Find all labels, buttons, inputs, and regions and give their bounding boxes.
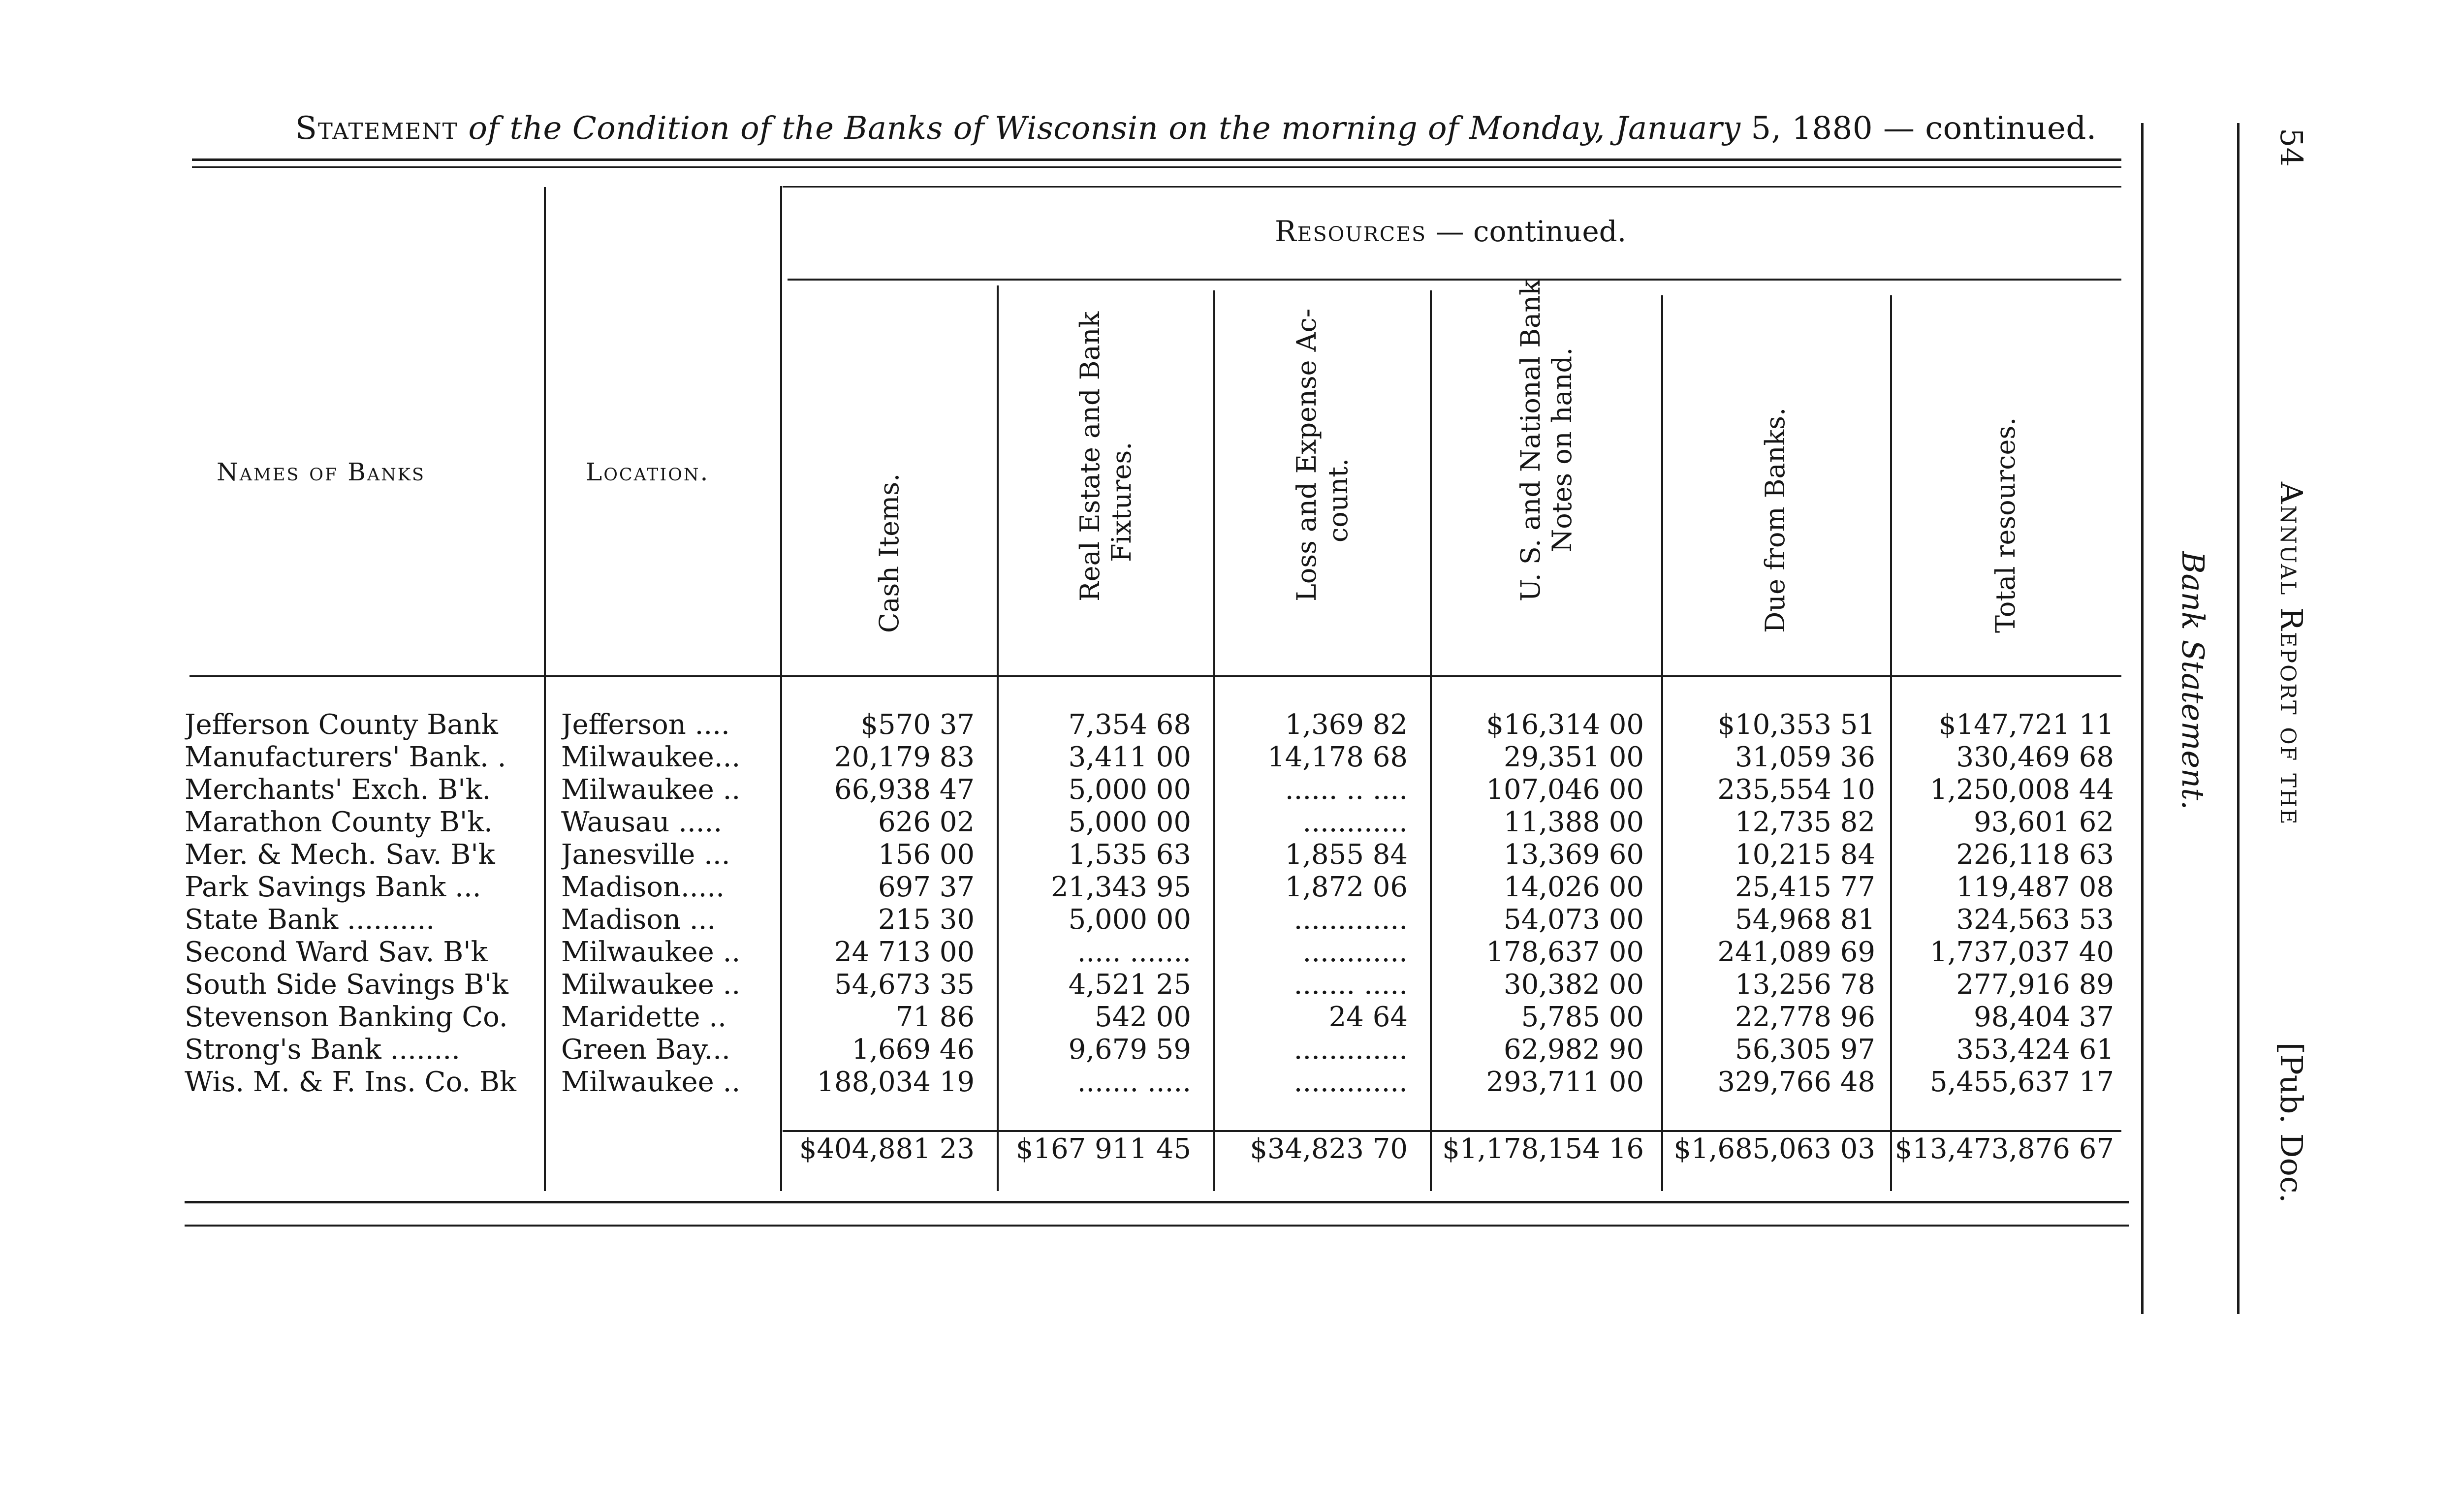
cell-loss: 1,872 06 [1285,871,1408,903]
names-header: Names of Banks [217,458,425,486]
col-header-line: Notes on hand. [1546,347,1578,552]
table-row [0,1001,2136,1034]
cell-name: State Bank .......... [185,904,435,936]
section-head [2156,551,2215,945]
margin-rule-2 [2237,123,2240,1314]
table-row [0,1034,2136,1066]
col-header-notes-text [1515,279,1578,601]
report-tail: [Pub. Doc. [2273,1042,2309,1203]
cell-cash: 1,669 46 [852,1034,975,1066]
cell-cash: 71 86 [895,1001,975,1033]
table-row [0,839,2136,871]
col-header-loss [1224,285,1421,679]
title-italic: of the Condition of the Banks of Wisconsin on the morning of Monday, January [458,110,1741,147]
cell-name: South Side Savings B'k [185,969,508,1001]
cell-due: 13,256 78 [1735,969,1875,1001]
cell-loss: ....... ..... [1294,969,1408,1001]
cell-location: Milwaukee .. [561,936,741,968]
cell-loss: ............. [1294,1034,1408,1066]
resources-lead: Resources [1275,215,1427,248]
resources-tail: — continued. [1426,215,1627,248]
cell-real-estate: ..... ....... [1077,936,1191,968]
col-header-real-estate [1008,285,1204,679]
cell-name: Marathon County B'k. [185,806,493,838]
cell-notes: 62,982 90 [1503,1034,1644,1066]
cell-cash: 66,938 47 [834,774,975,806]
cell-name: Mer. & Mech. Sav. B'k [185,839,495,871]
col-header-line: Total resources. [1990,417,2021,633]
title-lead: Statement [295,110,458,147]
table-row [0,904,2136,936]
cell-due: 22,778 96 [1735,1001,1875,1033]
col-header-loss-text [1291,309,1354,601]
cell-name: Stevenson Banking Co. [185,1001,508,1033]
cell-total: 330,469 68 [1956,741,2114,773]
cell-real-estate: 4,521 25 [1068,969,1191,1001]
cell-total: 353,424 61 [1956,1034,2114,1066]
cell-cash: 626 02 [878,806,975,838]
total-loss: $34,823 70 [1250,1133,1408,1165]
col-header-due-text [1760,408,1791,633]
resources-header [1275,215,1626,248]
cell-name: Park Savings Bank ... [185,871,481,903]
col-header-due [1677,285,1874,679]
cell-location: Milwaukee... [561,741,741,773]
cell-notes: 107,046 00 [1486,774,1644,806]
cell-loss: 24 64 [1328,1001,1408,1033]
cell-notes: 30,382 00 [1503,969,1644,1001]
cell-total: 1,737,037 40 [1929,936,2114,968]
cell-total: $147,721 11 [1938,709,2114,741]
total-due: $1,685,063 03 [1673,1133,1875,1165]
cell-due: 12,735 82 [1735,806,1875,838]
cell-location: Madison..... [561,871,725,903]
table-row [0,871,2136,904]
col-header-line: U. S. and National Bank [1515,279,1546,601]
cell-location: Milwaukee .. [561,969,741,1001]
col-header-line: Fixtures. [1106,441,1137,562]
cell-real-estate: ....... ..... [1077,1066,1191,1098]
cell-real-estate: 1,535 63 [1068,839,1191,871]
total-notes: $1,178,154 16 [1442,1133,1644,1165]
col-header-total-text [1990,417,2021,633]
cell-total: 277,916 89 [1956,969,2114,1001]
title-tail: 5, 1880 — continued. [1740,110,2097,147]
cell-total: 98,404 37 [1973,1001,2114,1033]
cell-real-estate: 5,000 00 [1068,806,1191,838]
margin-rule-1 [2141,123,2144,1314]
total-total: $13,473,876 67 [1894,1133,2114,1165]
cell-notes: 11,388 00 [1503,806,1644,838]
cell-name: Strong's Bank ........ [185,1034,460,1066]
table-row [0,741,2136,774]
cell-loss: 1,369 82 [1285,709,1408,741]
cell-name: Jefferson County Bank [185,709,498,741]
cell-loss: 1,855 84 [1285,839,1408,871]
total-real-estate: $167 911 45 [1015,1133,1191,1165]
cell-loss: 14,178 68 [1267,741,1408,773]
resources-rule [788,279,2121,281]
cell-location: Milwaukee .. [561,1066,741,1098]
col-header-cash-text [874,473,905,633]
cell-location: Jefferson .... [561,709,730,741]
cell-cash: 188,034 19 [817,1066,975,1098]
page-title [295,110,2097,147]
cell-real-estate: 5,000 00 [1068,904,1191,936]
table-row [0,806,2136,839]
cell-location: Maridette .. [561,1001,726,1033]
running-head [2249,128,2308,1358]
totals-row [0,1132,2136,1166]
cell-location: Madison ... [561,904,716,936]
cell-cash: $570 37 [860,709,975,741]
col-header-line: Cash Items. [874,473,905,633]
cell-due: $10,353 51 [1717,709,1875,741]
cell-real-estate: 9,679 59 [1068,1034,1191,1066]
col-header-total [1907,285,2104,679]
cell-total: 93,601 62 [1973,806,2114,838]
resources-rule-top [783,186,2121,188]
cell-notes: 293,711 00 [1486,1066,1644,1098]
col-header-real-estate-text [1074,312,1137,601]
top-rule-1 [192,158,2121,161]
cell-loss: ............. [1294,1066,1408,1098]
cell-real-estate: 21,343 95 [1050,871,1191,903]
cell-notes: 29,351 00 [1503,741,1644,773]
cell-loss: ............. [1294,904,1408,936]
cell-real-estate: 542 00 [1095,1001,1191,1033]
cell-due: 54,968 81 [1735,904,1875,936]
running-head-text [2274,128,2308,1203]
cell-due: 329,766 48 [1717,1066,1875,1098]
col-header-line: Due from Banks. [1760,407,1791,633]
cell-location: Janesville ... [561,839,730,871]
cell-total: 226,118 63 [1956,839,2114,871]
cell-location: Milwaukee .. [561,774,741,806]
cell-name: Merchants' Exch. B'k. [185,774,491,806]
total-cash: $404,881 23 [799,1133,975,1165]
cell-total: 119,487 08 [1956,871,2114,903]
location-header: Location. [586,458,710,486]
bottom-rule-1 [185,1201,2129,1203]
report-lead: Annual Report of the [2273,481,2309,826]
cell-real-estate: 3,411 00 [1068,741,1191,773]
cell-name: Wis. M. & F. Ins. Co. Bk [185,1066,516,1098]
col-header-line: count. [1323,458,1354,542]
cell-location: Green Bay... [561,1034,730,1066]
cell-notes: 5,785 00 [1521,1001,1644,1033]
cell-cash: 156 00 [878,839,975,871]
table-row [0,774,2136,806]
cell-due: 235,554 10 [1717,774,1875,806]
cell-due: 56,305 97 [1735,1034,1875,1066]
cell-total: 324,563 53 [1956,904,2114,936]
cell-due: 31,059 36 [1735,741,1875,773]
cell-notes: 14,026 00 [1503,871,1644,903]
cell-cash: 697 37 [878,871,975,903]
cell-notes: 54,073 00 [1503,904,1644,936]
cell-real-estate: 5,000 00 [1068,774,1191,806]
bottom-rule-2 [185,1225,2129,1227]
cell-loss: ............ [1302,936,1408,968]
cell-total: 5,455,637 17 [1929,1066,2114,1098]
col-header-notes [1448,279,1645,679]
cell-due: 10,215 84 [1735,839,1875,871]
cell-loss: ...... .. .... [1285,774,1408,806]
cell-name: Manufacturers' Bank. . [185,741,506,773]
cell-due: 25,415 77 [1735,871,1875,903]
cell-name: Second Ward Sav. B'k [185,936,488,968]
top-rule-2 [192,166,2121,168]
section-title: Bank Statement. [2175,551,2211,810]
cell-cash: 215 30 [878,904,975,936]
cell-cash: 24 713 00 [834,936,975,968]
cell-real-estate: 7,354 68 [1068,709,1191,741]
cell-notes: 178,637 00 [1486,936,1644,968]
table-row [0,936,2136,969]
table-row [0,1066,2136,1099]
cell-cash: 54,673 35 [834,969,975,1001]
col-header-line: Loss and Expense Ac- [1291,308,1322,601]
table-row [0,969,2136,1001]
cell-notes: $16,314 00 [1486,709,1644,741]
cell-notes: 13,369 60 [1503,839,1644,871]
table-row [0,709,2136,741]
cell-loss: ............ [1302,806,1408,838]
page-number: 54 [2273,128,2309,167]
cell-total: 1,250,008 44 [1929,774,2114,806]
col-header-cash [791,285,988,679]
cell-location: Wausau ..... [561,806,723,838]
cell-due: 241,089 69 [1717,936,1875,968]
cell-cash: 20,179 83 [834,741,975,773]
col-header-line: Real Estate and Bank [1074,311,1105,601]
